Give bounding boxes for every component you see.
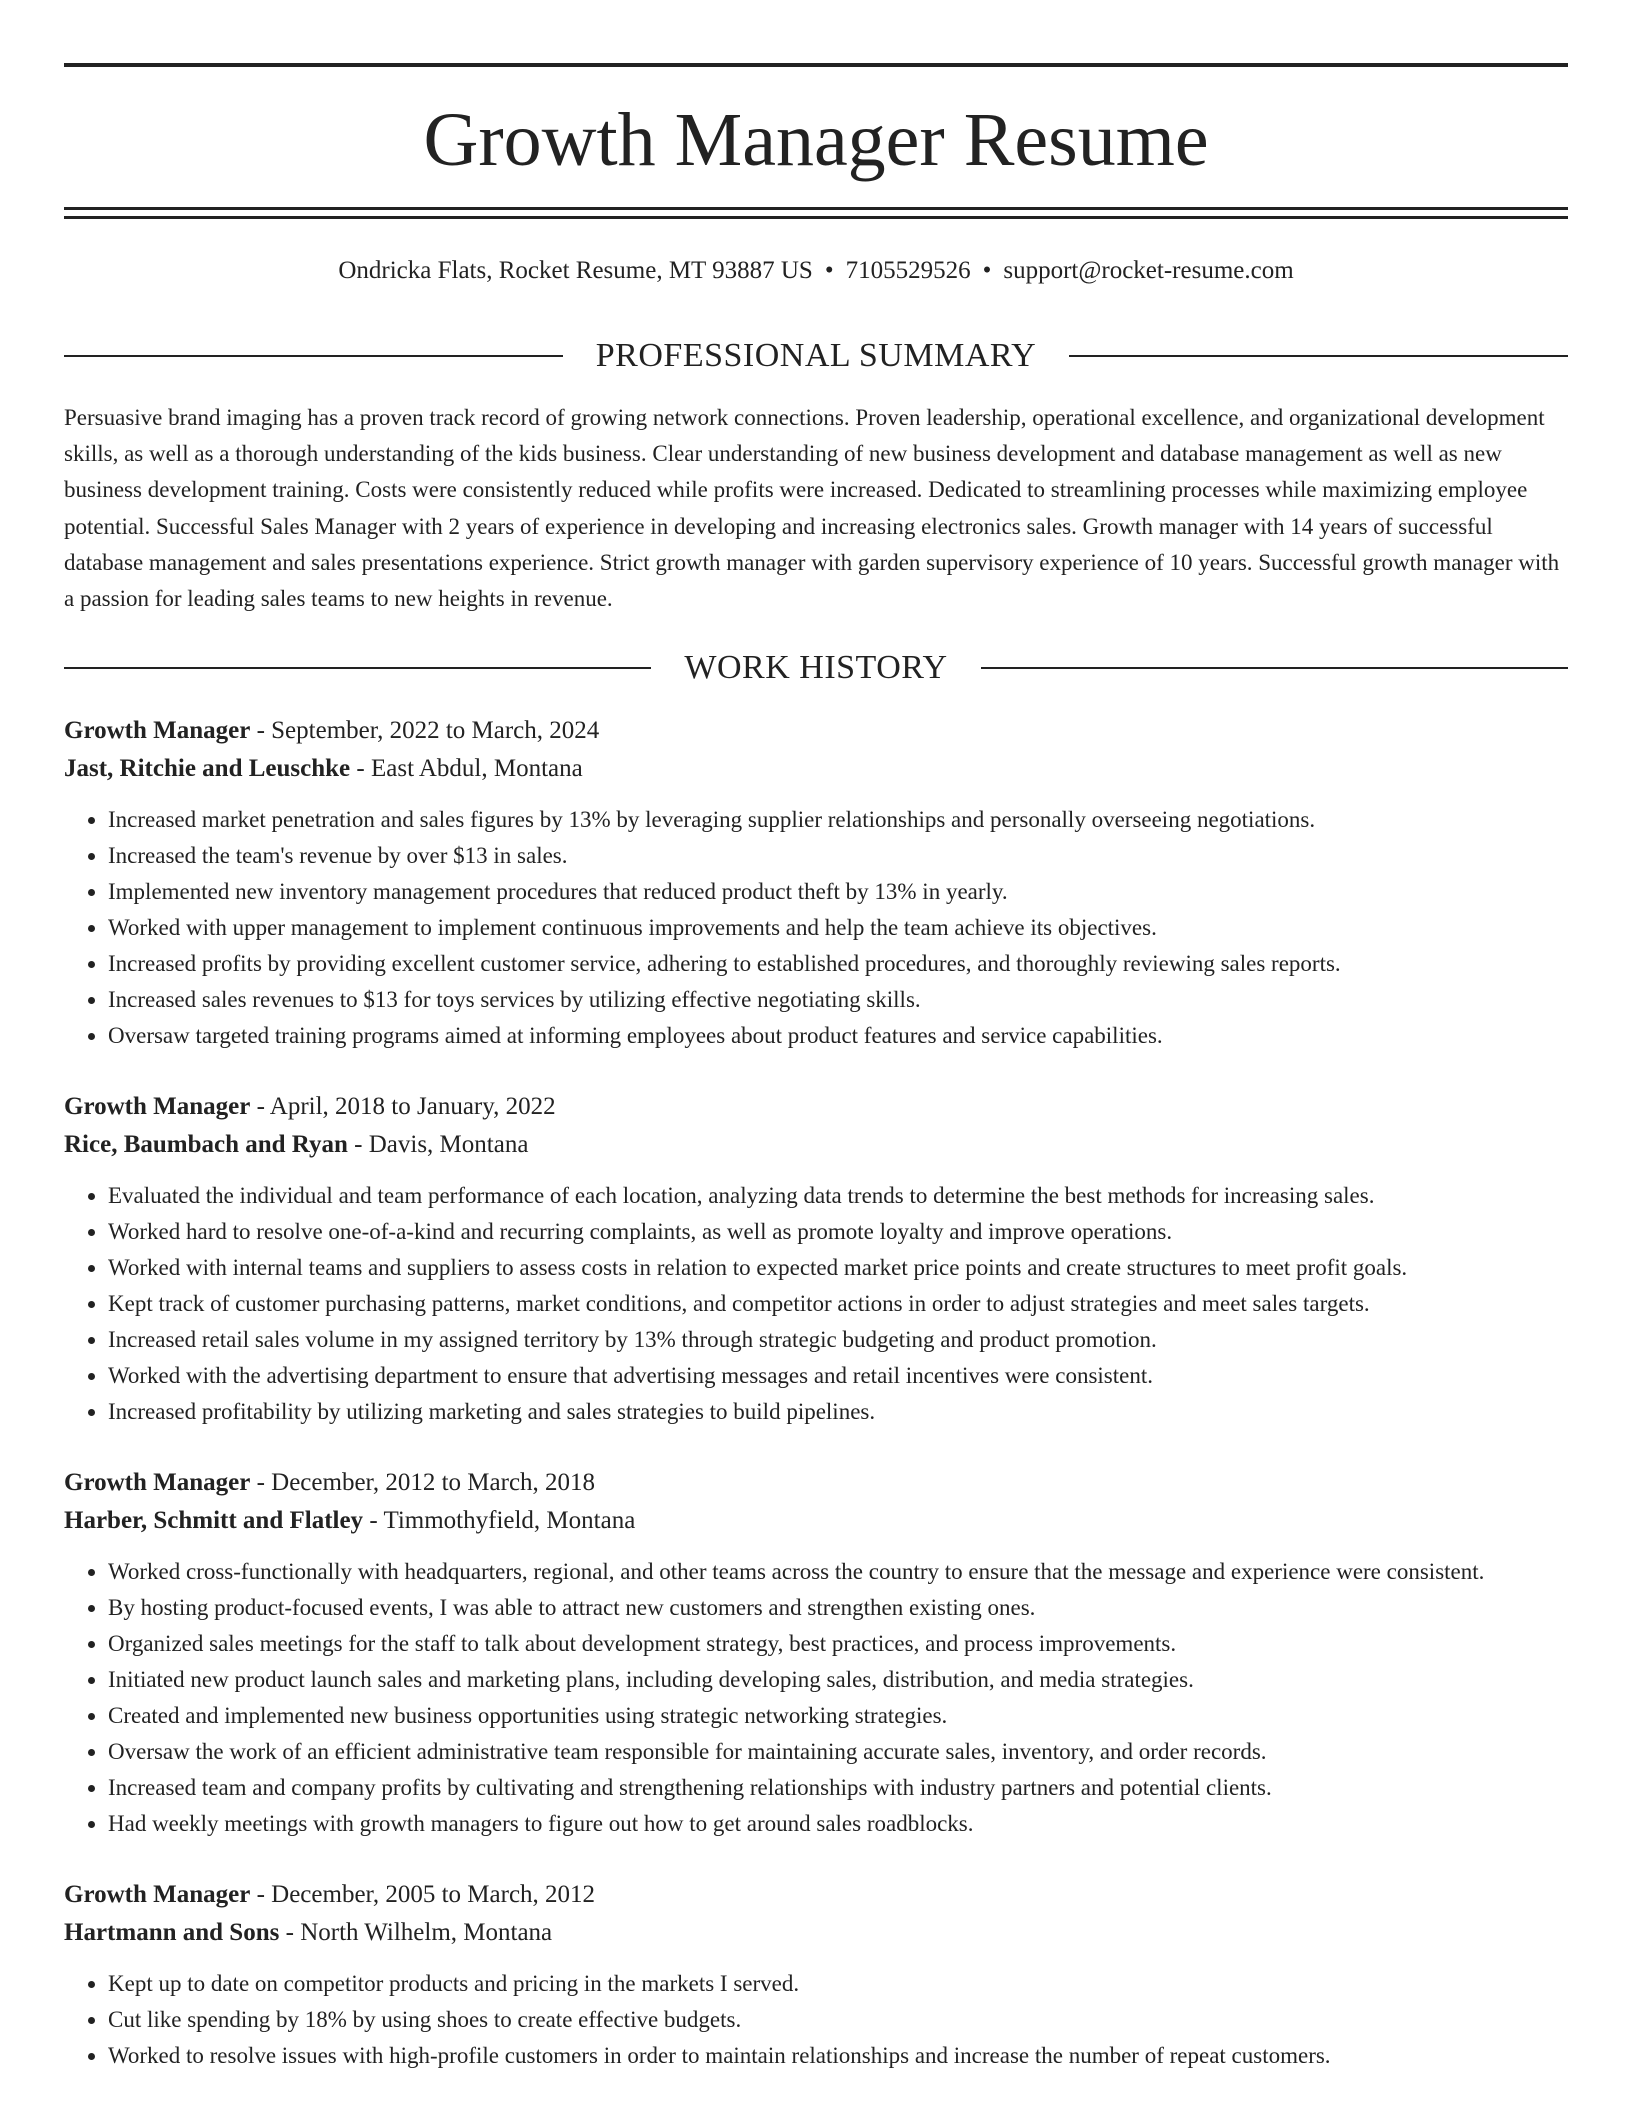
job-bullet: • Kept track of customer purchasing patterns, market conditions, and competitor actions in order to adjust strategies and meet sales targets. — [108, 1286, 1568, 1322]
job-bullet: • Increased profits by providing excellent customer service, adhering to established procedures, and thoroughly reviewing sales reports. — [108, 946, 1568, 982]
contact-email: support@rocket-resume.com — [1003, 257, 1294, 284]
heading-rule-right — [981, 667, 1568, 669]
work-history-list — [64, 712, 1568, 2108]
job-bullet: • Oversaw the work of an efficient administrative team responsible for maintaining accurate sales, inventory, and order records. — [108, 1734, 1568, 1770]
job-entry — [64, 1088, 1568, 1430]
job-dash: - — [250, 1469, 272, 1496]
job-bullet-list — [64, 1966, 1568, 2074]
job-company-line — [64, 750, 1568, 788]
job-bullet: • Increased profitability by utilizing marketing and sales strategies to build pipelines. — [108, 1394, 1568, 1430]
job-title-line — [64, 1464, 1568, 1502]
job-bullet: • By hosting product-focused events, I was able to attract new customers and strengthen existing ones. — [108, 1590, 1568, 1626]
job-dash: - — [350, 755, 371, 782]
contact-line — [64, 252, 1568, 290]
job-bullet-list — [64, 1178, 1568, 1430]
heading-rule-left — [64, 355, 563, 357]
job-bullet: • Evaluated the individual and team performance of each location, analyzing data trends to determine the best methods for increasing sales. — [108, 1178, 1568, 1214]
job-company: Hartmann and Sons — [64, 1919, 280, 1946]
job-bullet: • Created and implemented new business opportunities using strategic networking strategies. — [108, 1698, 1568, 1734]
job-title: Growth Manager — [64, 717, 251, 744]
job-title: Growth Manager — [64, 1881, 251, 1908]
work-history-heading: WORK HISTORY — [684, 649, 948, 686]
job-bullet: • Increased sales revenues to $13 for toys services by utilizing effective negotiating skills. — [108, 982, 1568, 1018]
job-company: Jast, Ritchie and Leuschke — [64, 755, 351, 782]
job-dash: - — [250, 717, 272, 744]
job-title-line — [64, 1876, 1568, 1914]
job-bullet: • Increased the team's revenue by over $13 in sales. — [108, 838, 1568, 874]
title-rule-upper — [64, 207, 1568, 210]
job-bullet: • Organized sales meetings for the staff to talk about development strategy, best practices, and process improvements. — [108, 1626, 1568, 1662]
job-bullet: • Cut like spending by 18% by using shoes to create effective budgets. — [108, 2002, 1568, 2038]
job-bullet: • Increased team and company profits by cultivating and strengthening relationships with industry partners and potential clients. — [108, 1770, 1568, 1806]
job-dash: - — [250, 1881, 272, 1908]
job-bullet: • Kept up to date on competitor products and pricing in the markets I served. — [108, 1966, 1568, 2002]
job-bullet: • Worked with internal teams and suppliers to assess costs in relation to expected market price points and create structures to meet profit goals. — [108, 1250, 1568, 1286]
contact-separator: • — [824, 257, 834, 284]
job-company: Harber, Schmitt and Flatley — [64, 1507, 364, 1534]
job-location: North Wilhelm, Montana — [300, 1919, 553, 1946]
job-company-line — [64, 1502, 1568, 1540]
job-title: Growth Manager — [64, 1469, 251, 1496]
job-dates: September, 2022 to March, 2024 — [271, 717, 600, 744]
job-company: Rice, Baumbach and Ryan — [64, 1131, 348, 1158]
job-bullet: • Had weekly meetings with growth managers to figure out how to get around sales roadblocks. — [108, 1806, 1568, 1842]
job-bullet: • Worked hard to resolve one-of-a-kind and recurring complaints, as well as promote loyalty and improve operations. — [108, 1214, 1568, 1250]
job-title: Growth Manager — [64, 1093, 251, 1120]
contact-address: Ondricka Flats, Rocket Resume, MT 93887 US — [338, 257, 813, 284]
job-bullet: • Initiated new product launch sales and marketing plans, including developing sales, distribution, and media strategies. — [108, 1662, 1568, 1698]
job-bullet: • Oversaw targeted training programs aimed at informing employees about product features and service capabilities. — [108, 1018, 1568, 1054]
job-location: East Abdul, Montana — [370, 755, 583, 782]
job-bullet: • Worked cross-functionally with headquarters, regional, and other teams across the country to ensure that the message and experience were consistent. — [108, 1554, 1568, 1590]
job-bullet-list — [64, 1554, 1568, 1842]
job-company-line — [64, 1914, 1568, 1952]
summary-heading: PROFESSIONAL SUMMARY — [595, 337, 1037, 374]
job-bullet: • Implemented new inventory management procedures that reduced product theft by 13% in yearly. — [108, 874, 1568, 910]
job-title-line — [64, 1088, 1568, 1126]
title-rule-lower — [64, 216, 1568, 219]
job-bullet-list — [64, 802, 1568, 1054]
job-entry — [64, 1876, 1568, 2074]
job-entry — [64, 1464, 1568, 1842]
page-title: Growth Manager Resume — [423, 98, 1209, 182]
job-location: Timmothyfield, Montana — [383, 1507, 636, 1534]
job-dash: - — [363, 1507, 384, 1534]
job-title-line — [64, 712, 1568, 750]
job-dash: - — [347, 1131, 369, 1158]
job-dates: December, 2012 to March, 2018 — [271, 1469, 596, 1496]
job-bullet: • Increased market penetration and sales figures by 13% by leveraging supplier relationships and personally overseeing negotiations. — [108, 802, 1568, 838]
job-dates: April, 2018 to January, 2022 — [269, 1093, 556, 1120]
job-location: Davis, Montana — [368, 1131, 529, 1158]
job-bullet: • Worked to resolve issues with high-profile customers in order to maintain relationships and increase the number of repeat customers. — [108, 2038, 1568, 2074]
top-rule — [64, 63, 1568, 67]
job-bullet: • Worked with the advertising department to ensure that advertising messages and retail incentives were consistent. — [108, 1358, 1568, 1394]
job-company-line — [64, 1126, 1568, 1164]
summary-text: Persuasive brand imaging has a proven track record of growing network connections. Proven leadership, operational excellence, and organizational development skills, as well as a thorough understanding of the kids business. Clear understanding of new business development and database management as well as new business development training. Costs were consistently reduced while profits were increased. Dedicated to streamlining processes while maximizing employee potential. Successful Sales Manager with 2 years of experience in developing and increasing electronics sales. Growth manager with 14 years of successful database management and sales presentations experience. Strict growth manager with garden supervisory experience of 10 years. Successful growth manager with a passion for leading sales teams to new heights in revenue. — [64, 405, 1560, 612]
work-history-section-heading — [64, 648, 1568, 688]
summary-section-heading — [64, 336, 1568, 376]
heading-rule-left — [64, 667, 651, 669]
job-dates: December, 2005 to March, 2012 — [271, 1881, 596, 1908]
contact-phone: 7105529526 — [845, 257, 971, 284]
job-dash: - — [250, 1093, 270, 1120]
job-bullet: • Worked with upper management to implement continuous improvements and help the team achieve its objectives. — [108, 910, 1568, 946]
contact-separator: • — [982, 257, 992, 284]
job-dash: - — [279, 1919, 301, 1946]
heading-rule-right — [1069, 355, 1568, 357]
job-entry — [64, 712, 1568, 1054]
job-bullet: • Increased retail sales volume in my assigned territory by 13% through strategic budgeting and product promotion. — [108, 1322, 1568, 1358]
